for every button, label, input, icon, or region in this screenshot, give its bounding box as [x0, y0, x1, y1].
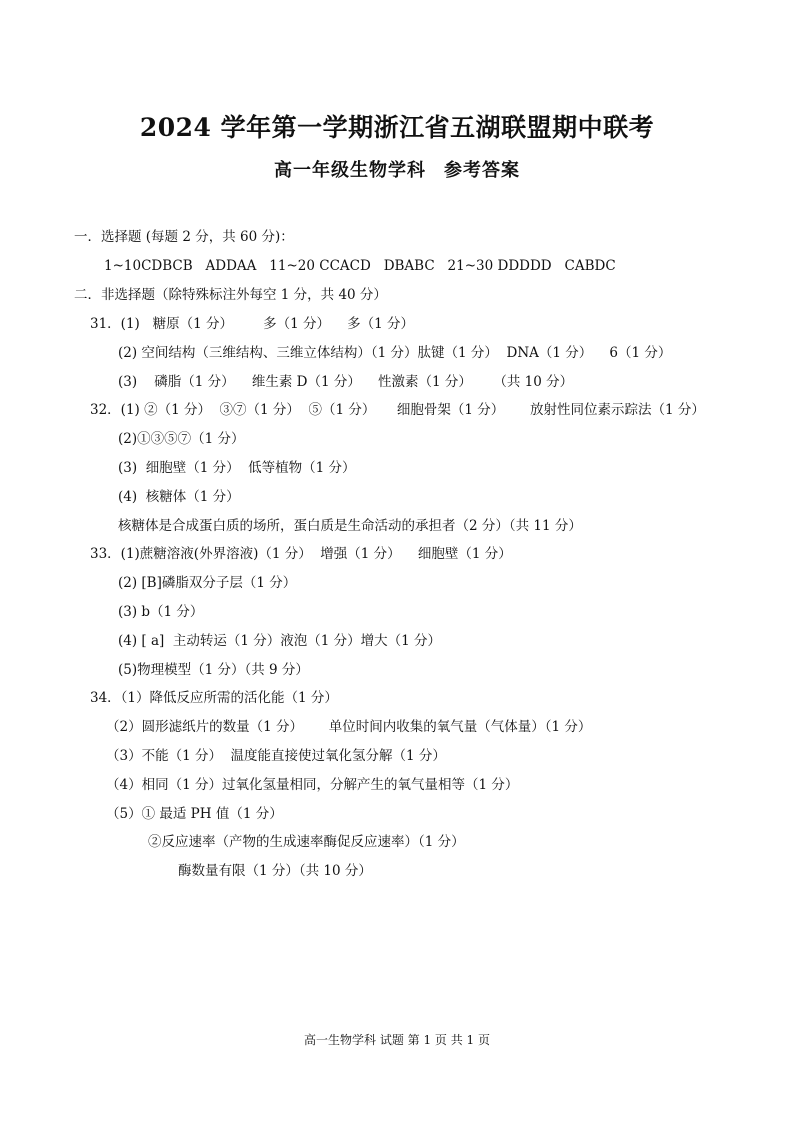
answer-line: （2）圆形滤纸片的数量（1 分） 单位时间内收集的氧气量（气体量）（1 分）: [106, 719, 592, 735]
answer-line: (5)物理模型（1 分）（共 9 分）: [118, 662, 309, 678]
section1-heading: 一．选择题 (每题 2 分，共 60 分)：: [74, 229, 294, 245]
answer-line: (2) 空间结构（三维结构、三维立体结构）（1 分）肽键（1 分） DNA（1 分） 6（1 分）: [118, 345, 672, 361]
answer-line: 酶数量有限（1 分）（共 10 分）: [178, 863, 372, 879]
answer-line: (3) 细胞壁（1 分） 低等植物（1 分）: [118, 460, 356, 476]
answer-line: 核糖体是合成蛋白质的场所，蛋白质是生命活动的承担者（2 分）（共 11 分）: [118, 518, 582, 534]
answer-line: 33．(1)蔗糖溶液(外界溶液)（1 分） 增强（1 分） 细胞壁（1 分）: [90, 546, 512, 562]
page-subtitle: [0, 156, 794, 182]
answer-line: (2)①③⑤⑦（1 分）: [118, 431, 245, 447]
page-footer: 高一生物学科 试题 第 1 页 共 1 页: [304, 1033, 490, 1047]
answer-line: （3）不能（1 分） 温度能直接使过氧化氢分解（1 分）: [106, 748, 446, 764]
answer-line: (3) 磷脂（1 分） 维生素 D（1 分） 性激素（1 分） （共 10 分）: [118, 374, 574, 390]
section1-answers: 1~10CDBCB ADDAA 11~20 CCACD DBABC 21~30 DDDDD CABDC: [104, 258, 616, 274]
answer-line: 34．（1）降低反应所需的活化能（1 分）: [90, 690, 338, 706]
answer-line: (4) [ a] 主动转运（1 分）液泡（1 分）增大（1 分）: [118, 633, 442, 649]
subtitle-answer-key: 参考答案: [444, 160, 520, 181]
answer-line: (3) b（1 分）: [118, 604, 204, 620]
answer-line: ②反应速率（产物的生成速率酶促反应速率）（1 分）: [148, 834, 465, 850]
answer-line: (2) [B]磷脂双分子层（1 分）: [118, 575, 297, 591]
answer-line: 32．(1) ②（1 分） ③⑦（1 分） ⑤（1 分） 细胞骨架（1 分） 放射性同位素示踪法（1 分）: [90, 402, 705, 418]
answer-line: （5）① 最适 PH 值（1 分）: [106, 806, 283, 822]
page-title: 2024 学年第一学期浙江省五湖联盟期中联考: [139, 113, 655, 142]
section2-heading: 二．非选择题（除特殊标注外每空 1 分，共 40 分）: [74, 287, 387, 303]
subtitle-subject: 高一年级生物学科: [274, 160, 426, 181]
answer-line: （4）相同（1 分）过氧化氢量相同，分解产生的氧气量相等（1 分）: [106, 777, 519, 793]
answer-line: 31．(1) 糖原（1 分） 多（1 分） 多（1 分）: [90, 316, 415, 332]
answer-line: (4) 核糖体（1 分）: [118, 489, 240, 505]
